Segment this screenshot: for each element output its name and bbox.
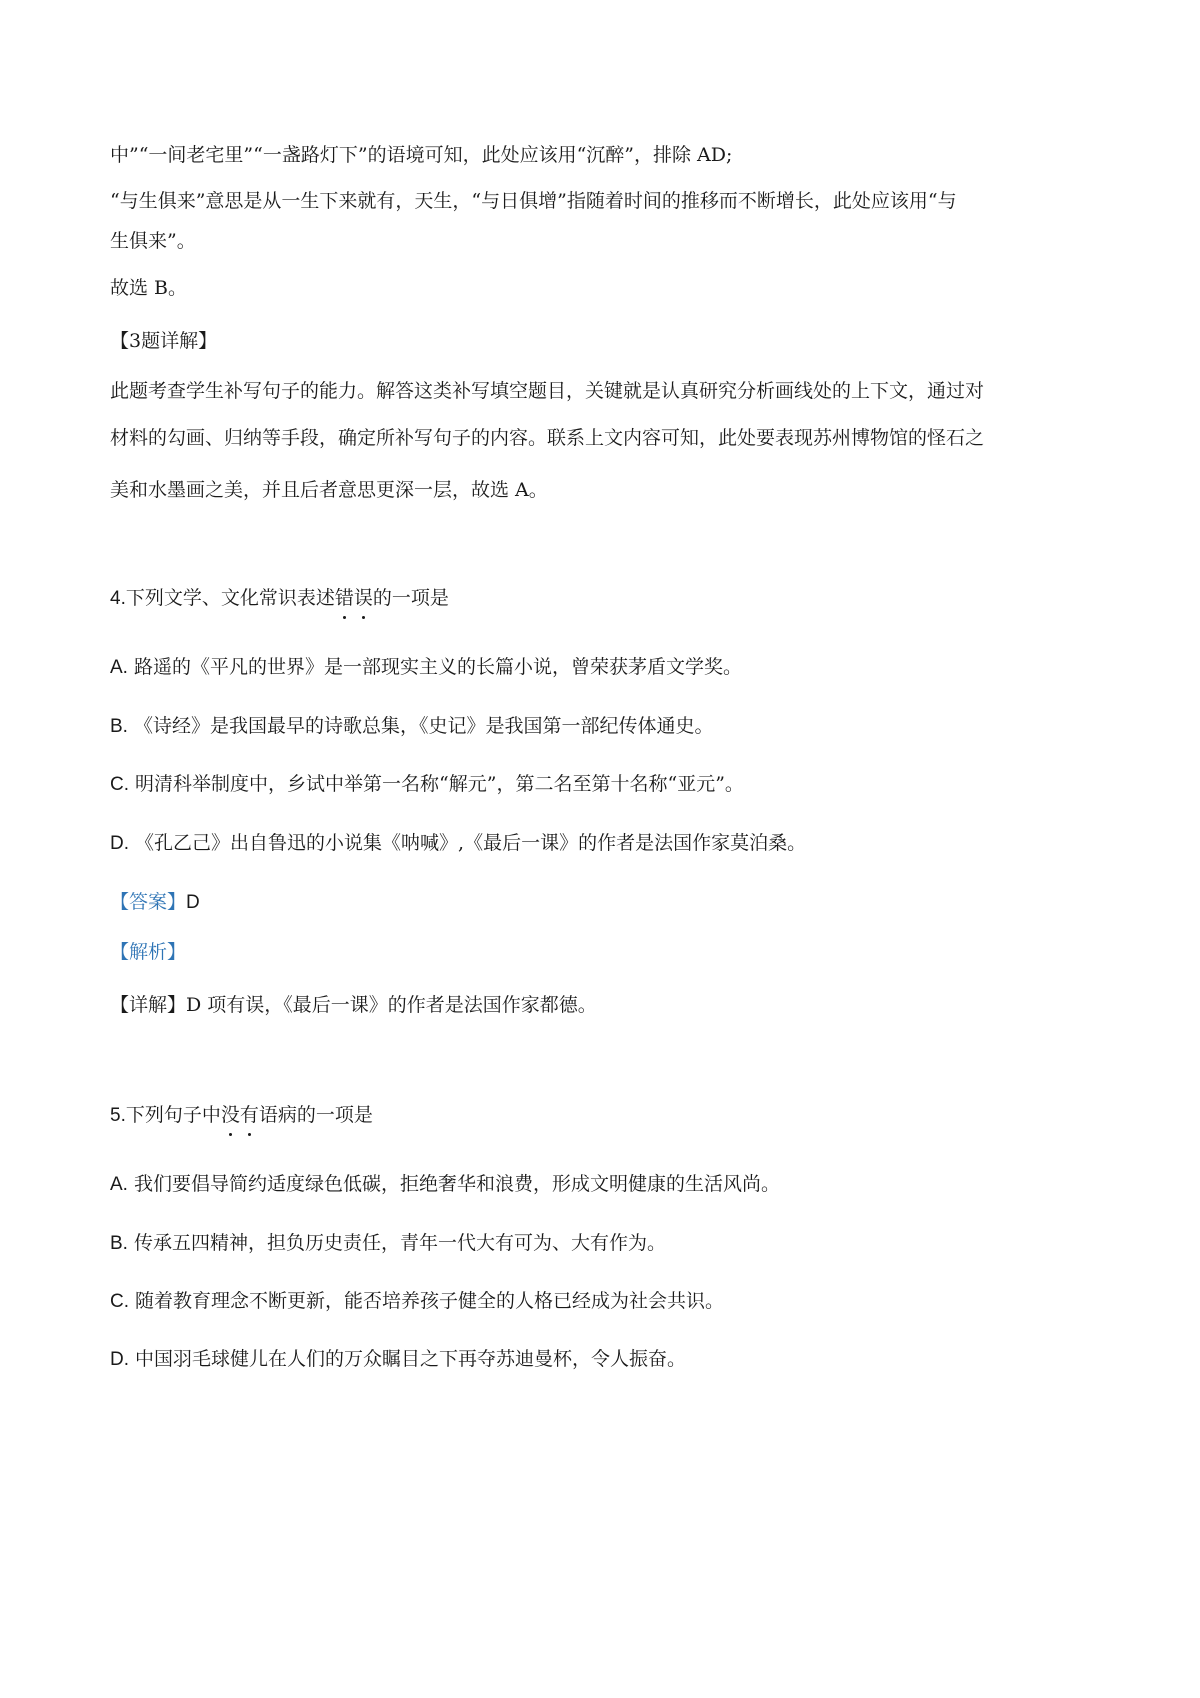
detail-text: D 项有误，《最后一课》的作者是法国作家都德。 (186, 994, 597, 1016)
question-5-option-d (110, 1348, 686, 1372)
option-label: B. (110, 716, 128, 737)
emphasis-dot-char: 没 (220, 1104, 240, 1126)
answer-value: D (186, 892, 200, 913)
question-5-option-b (110, 1232, 666, 1256)
q3-detail-line-1: 此题考查学生补写句子的能力。解答这类补写填空题目，关键就是认真研究分析画线处的上下文，通过对 (110, 380, 985, 402)
question-5-stem-tail: 语病的一项是 (258, 1104, 373, 1126)
question-4-answer (110, 891, 200, 915)
option-label: D. (110, 1349, 129, 1370)
q3-detail-line-2: 材料的勾画、归纳等手段，确定所补写句子的内容。联系上文内容可知，此处要表现苏州博物馆的怪石之 (110, 427, 985, 449)
question-4-option-b (110, 715, 714, 739)
option-label: B. (110, 1233, 128, 1254)
question-4-option-c (110, 773, 744, 797)
option-text: 《诗经》是我国最早的诗歌总集，《史记》是我国第一部纪传体通史。 (134, 715, 714, 737)
detail-tag: 【详解】 (110, 994, 187, 1016)
q3-detail-heading: 【3题详解】 (110, 330, 218, 352)
question-4-option-a (110, 656, 742, 680)
question-4-stem-tail: 的一项是 (372, 587, 449, 609)
option-text: 路遥的《平凡的世界》是一部现实主义的长篇小说，曾荣获茅盾文学奖。 (134, 656, 743, 678)
q3-detail-line-3: 美和水墨画之美，并且后者意思更深一层，故选 A。 (110, 479, 548, 501)
option-label: A. (110, 657, 128, 678)
question-4-option-d (110, 832, 806, 856)
emphasis-dot-char: 有 (239, 1104, 259, 1126)
question-5-option-c (110, 1290, 724, 1314)
option-label: A. (110, 1174, 128, 1195)
option-text: 明清科举制度中，乡试中举第一名称“解元”，第二名至第十名称“亚元”。 (135, 773, 744, 795)
emphasis-dot-char: 误 (353, 587, 373, 609)
q2-explanation-line-3: 生俱来”。 (110, 230, 196, 252)
question-4-detail (110, 994, 597, 1017)
q2-conclusion: 故选 B。 (110, 277, 188, 299)
option-text: 我们要倡导简约适度绿色低碳，拒绝奢华和浪费，形成文明健康的生活风尚。 (134, 1173, 781, 1195)
question-5-stem-text: 5.下列句子中 (110, 1105, 221, 1126)
option-text: 《孔乙己》出自鲁迅的小说集《呐喊》,《最后一课》的作者是法国作家莫泊桑。 (135, 832, 807, 854)
option-text: 随着教育理念不断更新，能否培养孩子健全的人格已经成为社会共识。 (135, 1290, 725, 1312)
question-4-stem (110, 587, 449, 611)
option-text: 中国羽毛球健儿在人们的万众瞩目之下再夺苏迪曼杯，令人振奋。 (135, 1348, 687, 1370)
option-text: 传承五四精神，担负历史责任，青年一代大有可为、大有作为。 (134, 1232, 667, 1254)
option-label: C. (110, 774, 129, 795)
question-5-stem (110, 1104, 373, 1128)
emphasis-dot-char: 错 (334, 587, 354, 609)
question-4-stem-text: 4.下列文学、文化常识表述 (110, 588, 335, 609)
answer-tag: 【答案】 (110, 891, 187, 913)
question-5-option-a (110, 1173, 780, 1197)
option-label: C. (110, 1291, 129, 1312)
question-4-analysis-tag: 【解析】 (110, 941, 187, 963)
q2-explanation-line-2: “与生俱来”意思是从一生下来就有，天生，“与日俱增”指随着时间的推移而不断增长，此处应该用“与 (110, 190, 957, 212)
q2-explanation-line-1: 中”“一间老宅里”“一盏路灯下”的语境可知，此处应该用“沉醉”，排除 AD; (110, 144, 733, 166)
option-label: D. (110, 833, 129, 854)
